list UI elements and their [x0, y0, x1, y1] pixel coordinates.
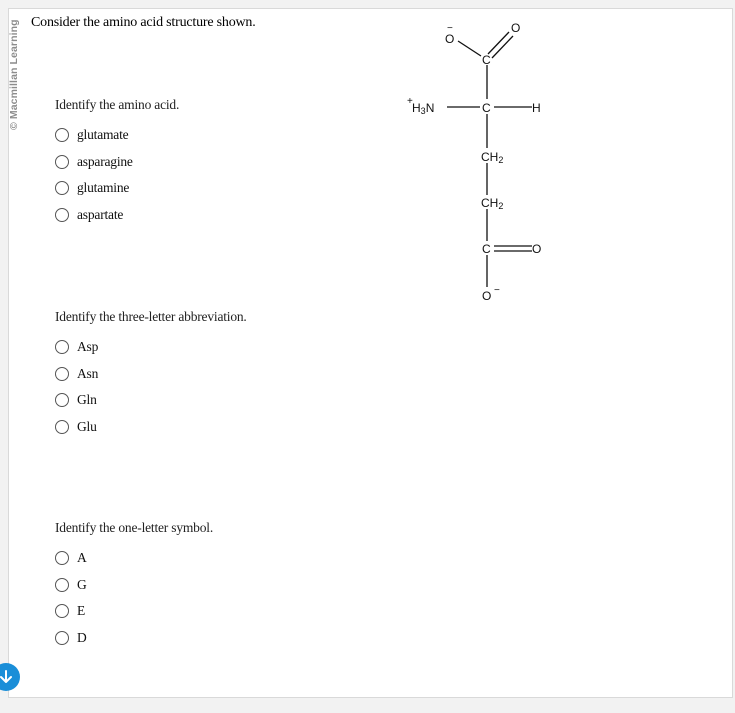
hydrogen: H [532, 101, 541, 115]
option-asparagine[interactable] [55, 149, 179, 176]
question-label: Identify the one-letter symbol. [55, 520, 214, 535]
question-one-letter [55, 520, 213, 651]
option-label: Glu [77, 418, 97, 434]
amine-charge: + [407, 96, 413, 107]
option-label: Gln [77, 392, 97, 408]
methylene-b: CH2 [481, 196, 504, 211]
radio-button[interactable] [55, 604, 69, 618]
option-label: glutamine [77, 180, 130, 196]
option-glutamine[interactable] [55, 175, 179, 202]
radio-button[interactable] [55, 340, 69, 354]
option-label: D [77, 629, 87, 645]
arrow-down-icon [0, 669, 14, 685]
option-glutamate[interactable] [55, 122, 179, 149]
top-oxygen-double: O [511, 21, 521, 35]
option-g[interactable] [55, 572, 213, 599]
option-gln[interactable] [55, 387, 247, 414]
amine-group: H3N [412, 101, 435, 116]
radio-button[interactable] [55, 128, 69, 142]
option-a[interactable] [55, 545, 213, 572]
radio-button[interactable] [55, 181, 69, 195]
radio-button[interactable] [55, 155, 69, 169]
option-glu[interactable] [55, 414, 247, 441]
alpha-carbon: C [482, 101, 491, 115]
question-three-letter [55, 309, 247, 440]
radio-button[interactable] [55, 631, 69, 645]
option-label: aspartate [77, 206, 124, 222]
option-aspartate[interactable] [55, 202, 179, 229]
option-label: Asn [77, 365, 99, 381]
carbon-bottom: C [482, 242, 491, 256]
option-label: E [77, 603, 86, 619]
carbon-top: C [482, 53, 491, 67]
radio-button[interactable] [55, 393, 69, 407]
radio-button[interactable] [55, 551, 69, 565]
radio-button[interactable] [55, 578, 69, 592]
option-label: glutamate [77, 127, 129, 143]
question-label: Identify the three-letter abbreviation. [55, 309, 247, 324]
radio-button[interactable] [55, 420, 69, 434]
bottom-oxygen-double: O [532, 242, 542, 256]
option-d[interactable] [55, 625, 213, 652]
top-oxygen-charge: − [447, 23, 453, 34]
bottom-oxygen-single: O [482, 289, 492, 303]
question-amino-acid [55, 97, 179, 228]
radio-button[interactable] [55, 367, 69, 381]
option-label: Asp [77, 339, 99, 355]
option-e[interactable] [55, 598, 213, 625]
top-oxygen-single: O [445, 32, 455, 46]
question-label: Identify the amino acid. [55, 97, 180, 112]
radio-button[interactable] [55, 208, 69, 222]
option-label: asparagine [77, 153, 133, 169]
option-asn[interactable] [55, 361, 247, 388]
option-asp[interactable] [55, 334, 247, 361]
question-prompt: Consider the amino acid structure shown. [31, 15, 256, 30]
option-label: A [77, 550, 87, 566]
methylene-a: CH2 [481, 150, 504, 165]
amino-acid-structure [395, 15, 565, 315]
bottom-oxygen-charge: − [494, 285, 500, 296]
option-label: G [77, 576, 87, 592]
copyright-watermark: © Macmillan Learning [8, 19, 20, 130]
